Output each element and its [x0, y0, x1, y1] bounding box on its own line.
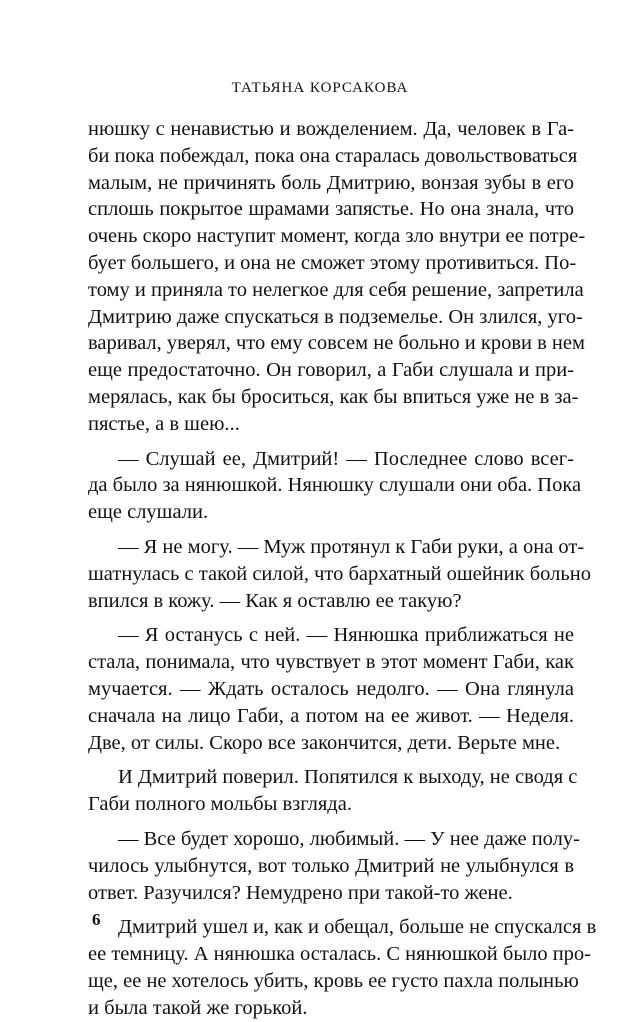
text-line: Дмитрию даже спускаться в подземелье. Он злился, уго- [88, 305, 583, 328]
text-line: И Дмитрий поверил. Попятился к выходу, не сводя с [118, 766, 578, 789]
text-line: еще предостаточно. Он говорил, а Габи слушала и при- [88, 359, 574, 382]
text-line: Габи полного мольбы взгляда. [88, 793, 352, 816]
text-line: да было за нянюшкой. Нянюшку слушали они оба. Пока [88, 474, 582, 497]
page-number: 6 [92, 910, 101, 929]
text-line: сначала на лицо Габи, а потом на ее живот. — Неделя. [88, 704, 574, 727]
running-header: ТАТЬЯНА КОРСАКОВА [231, 80, 409, 96]
text-line: — Все будет хорошо, любимый. — У нее даже полу- [118, 827, 580, 850]
text-line: и была такой же горькой. [88, 996, 308, 1019]
text-line: нюшку с ненавистью и вожделением. Да, человек в Га- [88, 118, 574, 140]
text-line: бует большего, и она не сможет этому противиться. По- [88, 251, 577, 274]
body-text [88, 116, 597, 1022]
text-line: впился в кожу. — Как я оставлю ее такую? [88, 589, 462, 612]
paragraph [88, 914, 597, 1021]
text-line: варивал, уверял, что ему совсем не больно и крови в нем [88, 332, 585, 355]
text-line: Дмитрий ушел и, как и обещал, больше не спускался в [118, 916, 597, 939]
paragraph [88, 764, 578, 818]
text-line: тому и приняла то нелегкое для себя решение, запретила [88, 278, 584, 301]
text-line: ще, ее не хотелось убить, кровь ее густо пахла полынью [88, 969, 579, 992]
text-line: мучается. — Ждать осталось недолго. — Она глянула [88, 677, 574, 700]
text-line: шатнулась с такой силой, что бархатный ошейник больно [88, 562, 591, 585]
paragraph [88, 826, 580, 906]
paragraph [88, 446, 582, 526]
text-line: ее темницу. А нянюшка осталась. С нянюшкой было про- [88, 943, 592, 966]
text-line: би пока побеждал, пока она старалась довольствоваться [88, 144, 578, 167]
text-line: малым, не причинять боль Дмитрию, вонзая зубы в его [88, 171, 574, 194]
text-line: стала, понимала, что чувствует в этот момент Габи, как [88, 651, 574, 674]
text-line: Две, от силы. Скоро все закончится, дети. Верьте мне. [88, 731, 561, 754]
paragraph [88, 534, 591, 614]
text-line: — Я не могу. — Муж протянул к Габи руки, а она от- [118, 535, 585, 558]
text-line: чилось улыбнутся, вот только Дмитрий не улыбнулся в [88, 854, 574, 877]
text-line: — Я останусь с ней. — Нянюшка приближаться не [118, 624, 574, 647]
text-line: пястье, а в шею... [88, 412, 240, 435]
text-line: сплошь покрытое шрамами запястье. Но она знала, что [88, 198, 574, 221]
text-line: еще слушали. [88, 501, 209, 524]
paragraph [88, 116, 586, 438]
text-line: ответ. Разучился? Немудрено при такой-то жене. [88, 881, 513, 904]
text-line: очень скоро наступит момент, когда зло внутри ее потре- [88, 225, 586, 248]
text-line: — Слушай ее, Дмитрий! — Последнее слово всег- [118, 447, 574, 470]
paragraph [88, 622, 574, 756]
text-line: мерялась, как бы броситься, как бы впиться уже не в за- [88, 385, 579, 408]
